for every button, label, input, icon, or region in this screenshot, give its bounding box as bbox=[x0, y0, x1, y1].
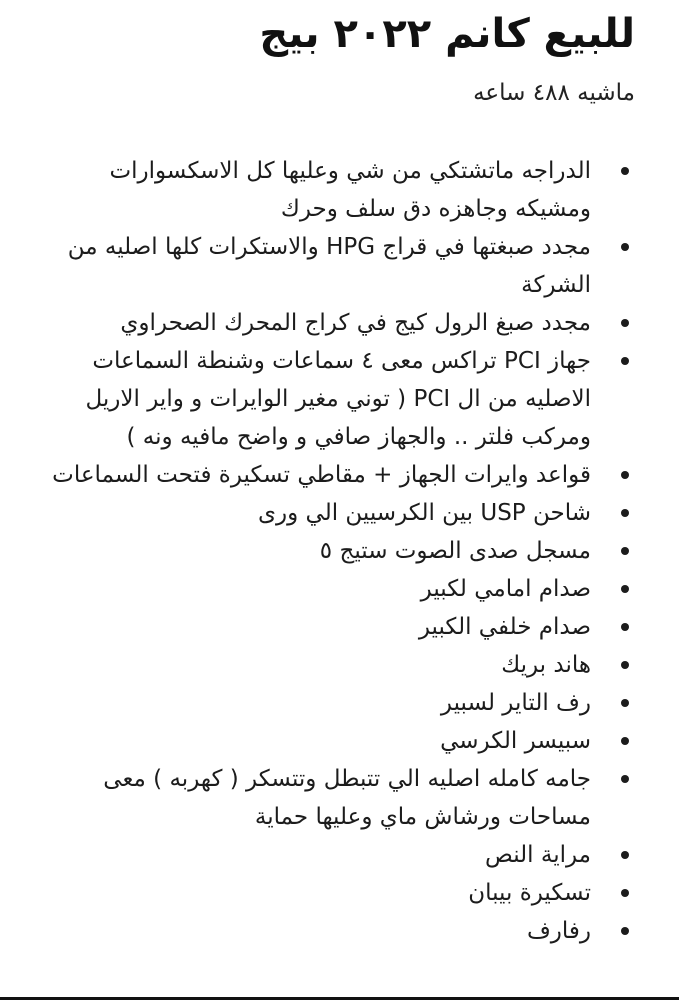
bullet-icon bbox=[621, 699, 629, 707]
bullet-icon bbox=[621, 775, 629, 783]
bullet-icon bbox=[621, 661, 629, 669]
bullet-icon bbox=[621, 547, 629, 555]
feature-text: صدام خلفي الكبير bbox=[418, 614, 591, 640]
bullet-icon bbox=[621, 851, 629, 859]
feature-text: مجدد صبغتها في قراج HPG والاستكرات كلها اصليه من الشركة bbox=[67, 234, 591, 298]
feature-text: جهاز PCI تراكس معى ٤ سماعات وشنطة السماعات الاصليه من ال PCI ( توني مغير الوايرات و واير الاريل ومركب فلتر .. والجهاز صافي و واضح مافيه ونه ) bbox=[85, 348, 591, 450]
feature-item bbox=[40, 532, 635, 570]
feature-text: سبيسر الكرسي bbox=[440, 728, 591, 754]
feature-text: تسكيرة بيبان bbox=[468, 880, 591, 906]
feature-text: رفارف bbox=[526, 918, 591, 944]
feature-text: رف التاير لسبير bbox=[440, 690, 591, 716]
feature-text: مجدد صبغ الرول كيج في كراج المحرك الصحراوي bbox=[120, 310, 591, 336]
feature-item bbox=[40, 912, 635, 950]
feature-item bbox=[40, 874, 635, 912]
feature-text: هاند بريك bbox=[501, 652, 591, 678]
feature-item bbox=[40, 608, 635, 646]
bullet-icon bbox=[621, 737, 629, 745]
feature-item bbox=[40, 304, 635, 342]
bullet-icon bbox=[621, 509, 629, 517]
feature-item bbox=[40, 152, 635, 228]
feature-item bbox=[40, 456, 635, 494]
bullet-icon bbox=[621, 319, 629, 327]
feature-text: مسجل صدى الصوت ستيج ٥ bbox=[319, 538, 591, 564]
feature-item bbox=[40, 722, 635, 760]
feature-text: صدام امامي لكبير bbox=[420, 576, 591, 602]
bullet-icon bbox=[621, 471, 629, 479]
bullet-icon bbox=[621, 889, 629, 897]
feature-text: مراية النص bbox=[485, 842, 591, 868]
feature-list bbox=[40, 152, 635, 950]
feature-item bbox=[40, 342, 635, 456]
feature-item bbox=[40, 760, 635, 836]
feature-text: قواعد وايرات الجهاز + مقاطي تسكيرة فتحت السماعات bbox=[52, 462, 591, 488]
listing-title: للبيع كانم ٢٠٢٢ بيج bbox=[259, 11, 635, 57]
feature-item bbox=[40, 684, 635, 722]
feature-text: جامه كامله اصليه الي تتبطل وتتسكر ( كهربه ) معى مساحات ورشاش ماي وعليها حماية bbox=[103, 766, 591, 830]
bullet-icon bbox=[621, 927, 629, 935]
bullet-icon bbox=[621, 585, 629, 593]
bullet-icon bbox=[621, 167, 629, 175]
feature-item bbox=[40, 646, 635, 684]
feature-item bbox=[40, 570, 635, 608]
bullet-icon bbox=[621, 623, 629, 631]
feature-text: الدراجه ماتشتكي من شي وعليها كل الاسكسوارات ومشيكه وجاهزه دق سلف وحرك bbox=[109, 158, 591, 222]
listing-hours: ماشيه ٤٨٨ ساعه bbox=[473, 80, 635, 106]
bullet-icon bbox=[621, 357, 629, 365]
bullet-icon bbox=[621, 243, 629, 251]
feature-item bbox=[40, 228, 635, 304]
feature-item bbox=[40, 836, 635, 874]
feature-text: شاحن USP بين الكرسيين الي ورى bbox=[258, 500, 591, 526]
feature-item bbox=[40, 494, 635, 532]
